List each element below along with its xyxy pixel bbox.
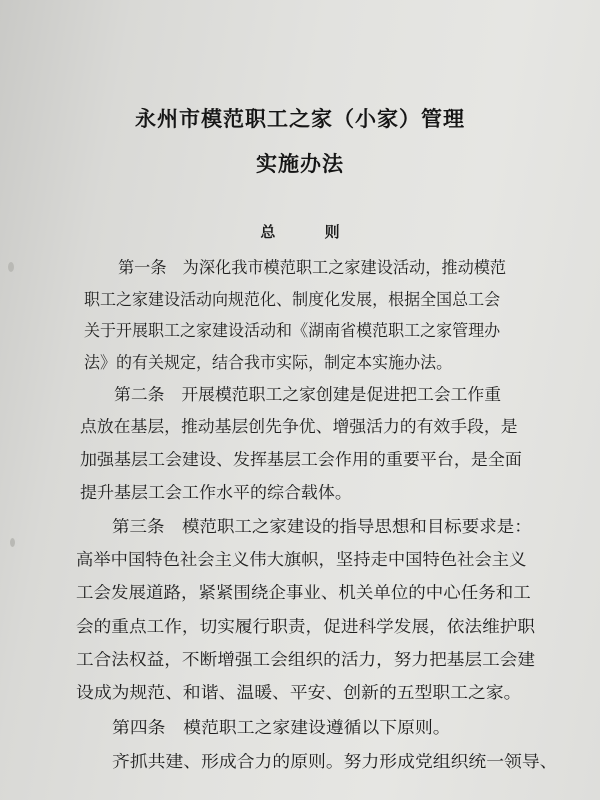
- body-line: 齐抓共建、形成合力的原则。努力形成党组织统一领导、: [112, 752, 558, 771]
- document-subtitle: 实施办法: [256, 152, 344, 176]
- body-line: 法》的有关规定，结合我市实际，制定本实施办法。: [84, 353, 453, 372]
- body-line: 设成为规范、和谐、温暖、平安、创新的五型职工之家。: [76, 683, 522, 702]
- body-line: 工合法权益，不断增强工会组织的活力，努力把基层工会建: [76, 650, 536, 669]
- punch-mark: [8, 262, 14, 272]
- body-line: 工会发展道路，紧紧围绕企事业、机关单位的中心任务和工: [76, 583, 531, 602]
- document-title: 永州市模范职工之家（小家）管理: [135, 107, 465, 131]
- body-line: 加强基层工会建设、发挥基层工会作用的重要平台，是全面: [80, 450, 522, 469]
- body-line: 提升基层工会工作水平的综合载体。: [80, 483, 352, 502]
- body-line: 第二条 开展模范职工之家创建是促进把工会工作重: [114, 385, 502, 404]
- body-line: 职工之家建设活动向规范化、制度化发展，根据全国总工会: [84, 290, 501, 309]
- section-heading: 总 则: [260, 223, 362, 241]
- body-line: 点放在基层，推动基层创先争优、增强活力的有效手段，是: [80, 417, 518, 436]
- body-line: 第一条 为深化我市模范职工之家建设活动，推动模范: [118, 258, 507, 277]
- punch-mark: [10, 538, 15, 547]
- body-line: 高举中国特色社会主义伟大旗帜，坚持走中国特色社会主义: [76, 550, 527, 569]
- body-line: 会的重点工作，切实履行职责，促进科学发展，依法维护职: [76, 617, 536, 636]
- body-line: 关于开展职工之家建设活动和《湖南省模范职工之家管理办: [84, 321, 501, 340]
- body-line: 第三条 模范职工之家建设的指导思想和目标要求是：: [112, 517, 532, 536]
- body-line: 第四条 模范职工之家建设遵循以下原则。: [112, 718, 451, 737]
